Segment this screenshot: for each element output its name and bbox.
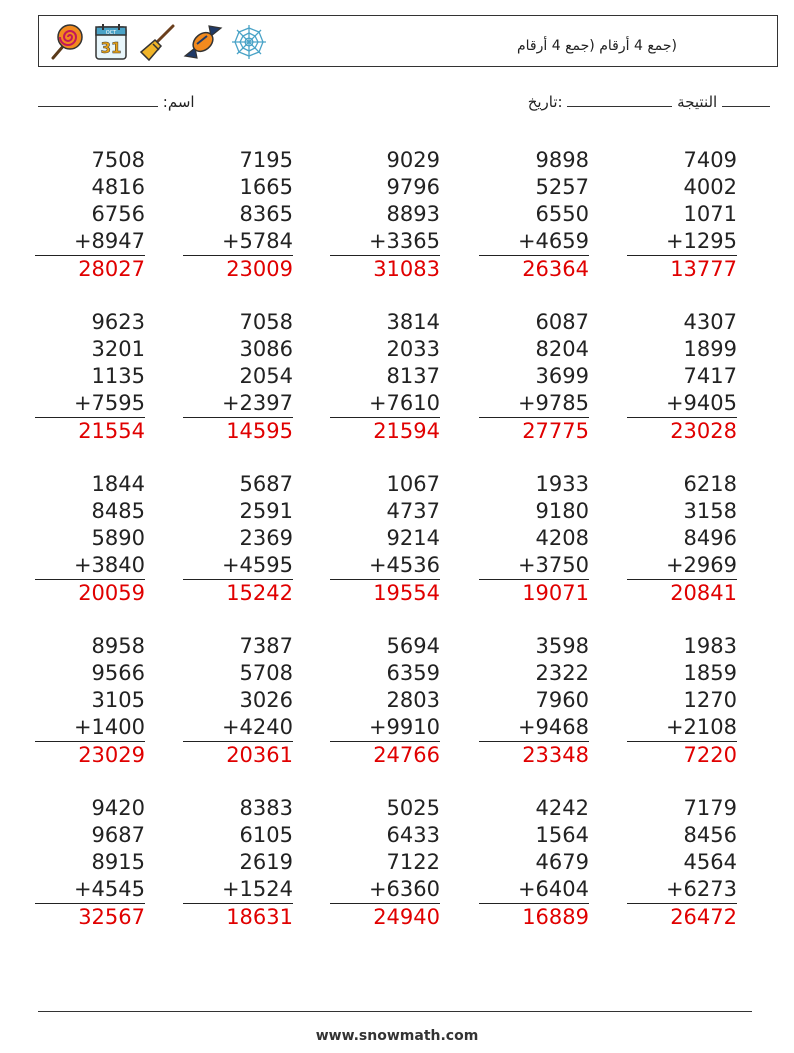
addend: 9898 [535,148,589,172]
addend: 4737 [386,499,440,523]
addend: 5257 [535,175,589,199]
addend-with-plus: +7595 [35,390,145,418]
addition-problem [627,795,737,931]
calendar-icon [91,22,131,62]
addend: 9214 [386,526,440,550]
icon-strip [45,20,269,64]
addend: 8958 [91,634,145,658]
addend: 4307 [683,310,737,334]
addend: 7409 [683,148,737,172]
addition-problem [330,147,440,283]
answer: 23009 [226,257,293,281]
addition-problem [479,633,589,769]
name-label: :اسم [162,93,195,111]
addend: 1933 [535,472,589,496]
addend: 1071 [683,202,737,226]
answer: 21554 [78,419,145,443]
addend: 3158 [683,499,737,523]
addend: 8915 [91,850,145,874]
addition-problem [35,633,145,769]
addition-problem [35,309,145,445]
addend: 8485 [91,499,145,523]
header-box [38,15,778,67]
answer: 24940 [373,905,440,929]
addition-problem [627,309,737,445]
addend: 3598 [535,634,589,658]
answer: 19554 [373,581,440,605]
addend: 1135 [91,364,145,388]
answer: 27775 [522,419,589,443]
answer: 31083 [373,257,440,281]
addend: 8456 [683,823,737,847]
addend: 3201 [91,337,145,361]
addition-problem [330,795,440,931]
addend-with-plus: +9910 [330,714,440,742]
addend: 5025 [386,796,440,820]
name-blank[interactable] [38,92,158,107]
addition-problem [479,147,589,283]
addend: 2619 [239,850,293,874]
addend: 9687 [91,823,145,847]
answer: 26472 [670,905,737,929]
answer: 23028 [670,419,737,443]
addend: 6433 [386,823,440,847]
addend-with-plus: +9405 [627,390,737,418]
addend: 4564 [683,850,737,874]
addend-with-plus: +6273 [627,876,737,904]
addend: 9420 [91,796,145,820]
addend: 9566 [91,661,145,685]
addend: 1564 [535,823,589,847]
addend-with-plus: +3750 [479,552,589,580]
addend: 3086 [239,337,293,361]
addend: 1270 [683,688,737,712]
date-label: :تاريخ [527,93,563,111]
addend-with-plus: +7610 [330,390,440,418]
answer: 21594 [373,419,440,443]
addend: 4679 [535,850,589,874]
addend: 3026 [239,688,293,712]
addend: 6105 [239,823,293,847]
addend: 1665 [239,175,293,199]
answer: 23348 [522,743,589,767]
answer: 14595 [226,419,293,443]
addition-problem [330,309,440,445]
worksheet-title: (جمع 4 أرقام (جمع 4 أرقام [517,38,677,54]
addend: 6359 [386,661,440,685]
answer: 15242 [226,581,293,605]
addend: 7179 [683,796,737,820]
spiderweb-icon [229,22,269,62]
addend: 4242 [535,796,589,820]
addend: 6087 [535,310,589,334]
addend: 8365 [239,202,293,226]
addition-problem [627,633,737,769]
footer-website: www.snowmath.com [315,1028,479,1044]
addend-with-plus: +1295 [627,228,737,256]
addend: 3814 [386,310,440,334]
addend: 2369 [239,526,293,550]
addition-problem [183,309,293,445]
calendar-month: OCT [105,30,117,36]
addition-problem [479,309,589,445]
addend-with-plus: +3365 [330,228,440,256]
calendar-day: 31 [100,39,122,57]
addend: 1844 [91,472,145,496]
addend: 5890 [91,526,145,550]
answer: 20059 [78,581,145,605]
score-blank[interactable] [567,92,672,107]
addend: 8496 [683,526,737,550]
addend: 5687 [239,472,293,496]
addition-problem [330,633,440,769]
addend: 6756 [91,202,145,226]
lollipop-icon [45,22,85,62]
date-score-field [528,92,770,111]
addend-with-plus: +9785 [479,390,589,418]
date-blank[interactable] [722,92,770,107]
addend: 8383 [239,796,293,820]
addend-with-plus: +9468 [479,714,589,742]
addend: 8137 [386,364,440,388]
answer: 28027 [78,257,145,281]
answer: 20361 [226,743,293,767]
addend: 7417 [683,364,737,388]
addend-with-plus: +6360 [330,876,440,904]
addend: 6550 [535,202,589,226]
addend: 7960 [535,688,589,712]
addend: 3105 [91,688,145,712]
addend-with-plus: +2397 [183,390,293,418]
name-field [38,92,195,111]
addition-problem [183,633,293,769]
addend: 7508 [91,148,145,172]
addend: 1983 [683,634,737,658]
addend-with-plus: +1524 [183,876,293,904]
addend-with-plus: +3840 [35,552,145,580]
addend-with-plus: +4659 [479,228,589,256]
answer: 24766 [373,743,440,767]
addend-with-plus: +4240 [183,714,293,742]
answer: 20841 [670,581,737,605]
footer-divider [38,1011,752,1012]
addend: 2322 [535,661,589,685]
addition-problem [479,795,589,931]
addition-problem [35,471,145,607]
answer: 7220 [683,743,737,767]
addition-problem [183,147,293,283]
addition-problem [35,795,145,931]
addend: 7122 [386,850,440,874]
addend: 7387 [239,634,293,658]
answer: 32567 [78,905,145,929]
addend: 2803 [386,688,440,712]
addend: 7195 [239,148,293,172]
addition-problem [330,471,440,607]
addend-with-plus: +2969 [627,552,737,580]
addend: 3699 [535,364,589,388]
score-label: النتيجة [677,93,718,111]
addend-with-plus: +1400 [35,714,145,742]
addend: 1067 [386,472,440,496]
addend: 7058 [239,310,293,334]
addition-problem [35,147,145,283]
addend: 9180 [535,499,589,523]
addition-problem [627,147,737,283]
addend-with-plus: +6404 [479,876,589,904]
addition-problem [627,471,737,607]
addend-with-plus: +4536 [330,552,440,580]
answer: 16889 [522,905,589,929]
addend-with-plus: +8947 [35,228,145,256]
addend: 4208 [535,526,589,550]
addend: 5708 [239,661,293,685]
addend: 8893 [386,202,440,226]
addend: 9623 [91,310,145,334]
addend-with-plus: +4595 [183,552,293,580]
addend: 2054 [239,364,293,388]
addend: 5694 [386,634,440,658]
addend: 1899 [683,337,737,361]
addend: 9029 [386,148,440,172]
addend: 1859 [683,661,737,685]
answer: 23029 [78,743,145,767]
addition-problem [183,795,293,931]
addend: 2033 [386,337,440,361]
broom-icon [137,22,177,62]
answer: 26364 [522,257,589,281]
addend-with-plus: +5784 [183,228,293,256]
addend: 6218 [683,472,737,496]
addend: 8204 [535,337,589,361]
answer: 19071 [522,581,589,605]
addition-problem [479,471,589,607]
addition-problem [183,471,293,607]
addend: 4816 [91,175,145,199]
answer: 13777 [670,257,737,281]
addend: 2591 [239,499,293,523]
answer: 18631 [226,905,293,929]
candy-icon [183,22,223,62]
addend-with-plus: +4545 [35,876,145,904]
addend-with-plus: +2108 [627,714,737,742]
addend: 4002 [683,175,737,199]
addend: 9796 [386,175,440,199]
